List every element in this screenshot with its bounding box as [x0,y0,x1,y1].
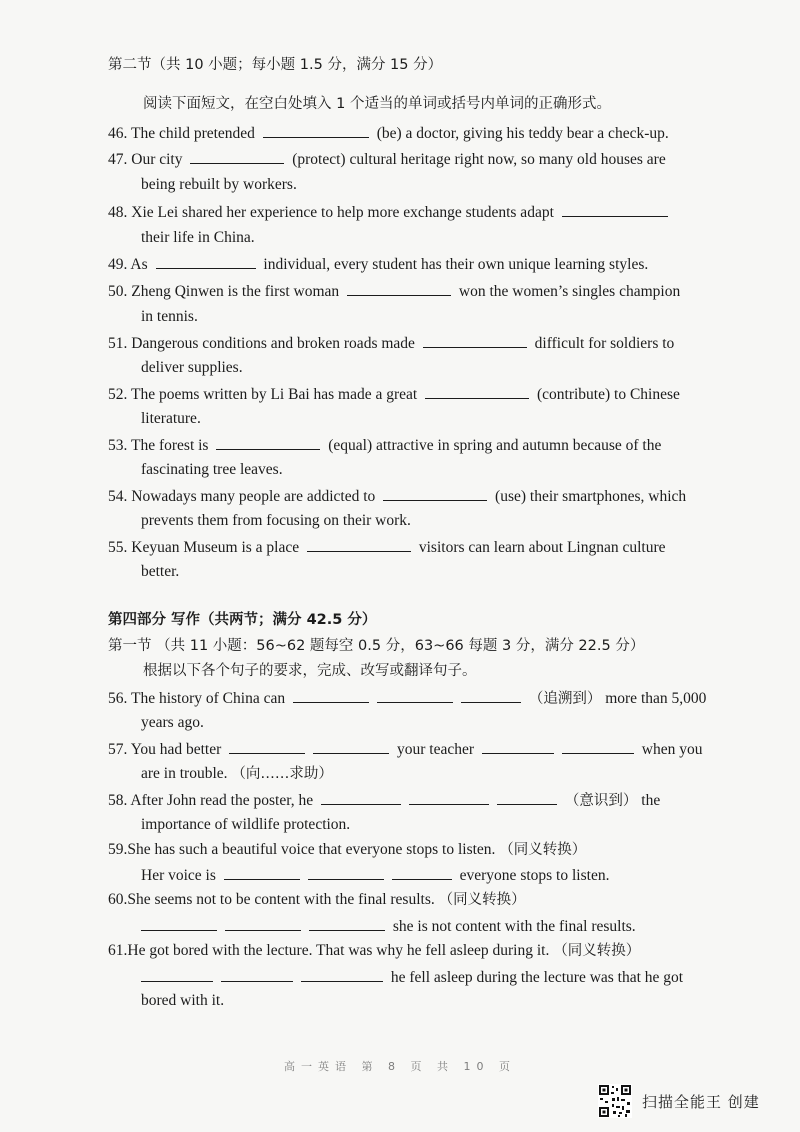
answer-blank[interactable] [216,435,320,450]
question-text: (use) their smartphones, which [495,488,687,505]
question-text: Her voice is [141,867,216,884]
answer-blank[interactable] [461,688,521,703]
answer-blank[interactable] [224,865,300,880]
question-number: 49. [108,256,128,273]
question-text: more than 5,000 [605,690,707,707]
question-48 [108,202,672,223]
question-text: Xie Lei shared her experience to help more exchange students adapt [131,204,554,221]
question-text: The history of China can [130,690,286,707]
question-54 [108,486,686,507]
question-number: 54. [108,488,128,505]
page-footer: 高一英语 第 8 页 共 10 页 [284,1060,516,1073]
question-number: 53. [108,437,128,454]
answer-blank[interactable] [409,790,489,805]
question-53 [108,435,661,456]
question-56-cont: years ago. [141,714,204,731]
question-58-cont: importance of wildlife protection. [141,816,351,833]
question-number: 51. [108,335,128,352]
answer-blank[interactable] [392,865,452,880]
answer-blank[interactable] [423,333,527,348]
question-text: (equal) attractive in spring and autumn because of the [328,437,662,454]
answer-blank[interactable] [156,254,256,269]
question-52 [108,384,680,405]
question-text: (be) a doctor, giving his teddy bear a check-up. [376,125,669,142]
question-text: Our city [131,151,183,168]
question-text: everyone stops to listen. [459,867,610,884]
question-61 [108,941,640,961]
question-59-answer [141,865,609,886]
answer-blank[interactable] [225,916,301,931]
answer-blank[interactable] [293,688,369,703]
question-text: the [641,792,661,809]
question-text: (contribute) to Chinese [536,386,680,403]
question-text: Zheng Qinwen is the first woman [131,283,340,300]
question-text: Nowadays many people are addicted to [131,488,376,505]
chinese-hint: （向……求助） [231,766,333,782]
answer-blank[interactable] [482,739,554,754]
question-47 [108,149,666,170]
question-61-cont: bored with it. [141,992,225,1009]
question-53-cont: fascinating tree leaves. [141,461,283,478]
chinese-hint: （同义转换） [499,842,587,858]
question-number: 59. [108,841,128,858]
question-number: 52. [108,386,128,403]
question-number: 48. [108,204,128,221]
chinese-hint: （同义转换） [438,892,526,908]
question-48-cont: their life in China. [141,229,255,246]
question-text: visitors can learn about Lingnan culture [418,539,666,556]
question-55 [108,537,666,558]
part-instruction: 根据以下各个句子的要求，完成、改写或翻译句子。 [143,663,477,679]
answer-blank[interactable] [307,537,411,552]
question-51 [108,333,674,354]
qr-code-icon [598,1084,632,1118]
answer-blank[interactable] [190,149,284,164]
question-text: she is not content with the final results. [392,918,636,935]
question-text: The poems written by Li Bai has made a great [130,386,418,403]
question-52-cont: literature. [141,410,201,427]
answer-blank[interactable] [562,202,668,217]
question-text: when you [641,741,703,758]
answer-blank[interactable] [377,688,453,703]
question-49 [108,254,648,275]
question-number: 46. [108,125,128,142]
question-number: 58. [108,792,128,809]
question-number: 60. [108,891,128,908]
question-text: individual, every student has their own unique learning styles. [263,256,649,273]
answer-blank[interactable] [309,916,385,931]
question-61-answer [141,967,683,988]
part-subtitle: 第一节 （共 11 小题：56~62 题每空 0.5 分，63~66 每题 3 分，满分 22.5 分） [108,638,645,654]
answer-blank[interactable] [497,790,557,805]
answer-blank[interactable] [308,865,384,880]
question-text: (protect) cultural heritage right now, so many old houses are [292,151,666,168]
question-number: 56. [108,690,128,707]
question-text: You had better [130,741,222,758]
question-text: difficult for soldiers to [534,335,675,352]
question-56 [108,688,706,709]
answer-blank[interactable] [141,967,213,982]
question-text: As [130,256,148,273]
question-text: are in trouble. [141,765,228,782]
answer-blank[interactable] [347,281,451,296]
question-text: Keyuan Museum is a place [131,539,300,556]
question-60 [108,890,526,910]
answer-blank[interactable] [425,384,529,399]
answer-blank[interactable] [313,739,389,754]
question-number: 55. [108,539,128,556]
answer-blank[interactable] [562,739,634,754]
question-text: your teacher [397,741,475,758]
chinese-hint: （同义转换） [553,943,641,959]
question-57 [108,739,702,760]
answer-blank[interactable] [301,967,383,982]
answer-blank[interactable] [141,916,217,931]
question-number: 47. [108,151,128,168]
question-text: The child pretended [130,125,255,142]
answer-blank[interactable] [383,486,487,501]
section-instruction: 阅读下面短文，在空白处填入 1 个适当的单词或括号内单词的正确形式。 [143,96,611,112]
question-46 [108,123,669,144]
watermark-text: 扫描全能王 创建 [642,1092,760,1111]
question-60-answer [141,916,636,937]
question-text: The forest is [130,437,209,454]
question-50-cont: in tennis. [141,308,198,325]
question-number: 50. [108,283,128,300]
answer-blank[interactable] [321,790,401,805]
answer-blank[interactable] [263,123,369,138]
question-text: Dangerous conditions and broken roads made [131,335,415,352]
chinese-hint: （意识到） [564,793,638,809]
part-title: 第四部分 写作（共两节；满分 42.5 分） [108,612,377,628]
question-text: She has such a beautiful voice that everyone stops to listen. [127,841,496,858]
question-51-cont: deliver supplies. [141,359,243,376]
question-54-cont: prevents them from focusing on their work. [141,512,411,529]
answer-blank[interactable] [221,967,293,982]
question-50 [108,281,680,302]
section-title: 第二节（共 10 小题；每小题 1.5 分，满分 15 分） [108,57,443,73]
question-number: 57. [108,741,128,758]
question-58 [108,790,660,811]
question-text: he fell asleep during the lecture was that he got [390,969,684,986]
question-text: After John read the poster, he [130,792,314,809]
question-57-cont [141,764,333,784]
answer-blank[interactable] [229,739,305,754]
scanner-watermark [598,1084,760,1118]
question-55-cont: better. [141,563,180,580]
question-text: won the women’s singles champion [458,283,681,300]
question-59 [108,840,586,860]
question-text: She seems not to be content with the final results. [127,891,435,908]
question-number: 61. [108,942,128,959]
question-47-cont: being rebuilt by workers. [141,176,297,193]
question-text: He got bored with the lecture. That was why he fell asleep during it. [127,942,550,959]
chinese-hint: （追溯到） [528,691,602,707]
